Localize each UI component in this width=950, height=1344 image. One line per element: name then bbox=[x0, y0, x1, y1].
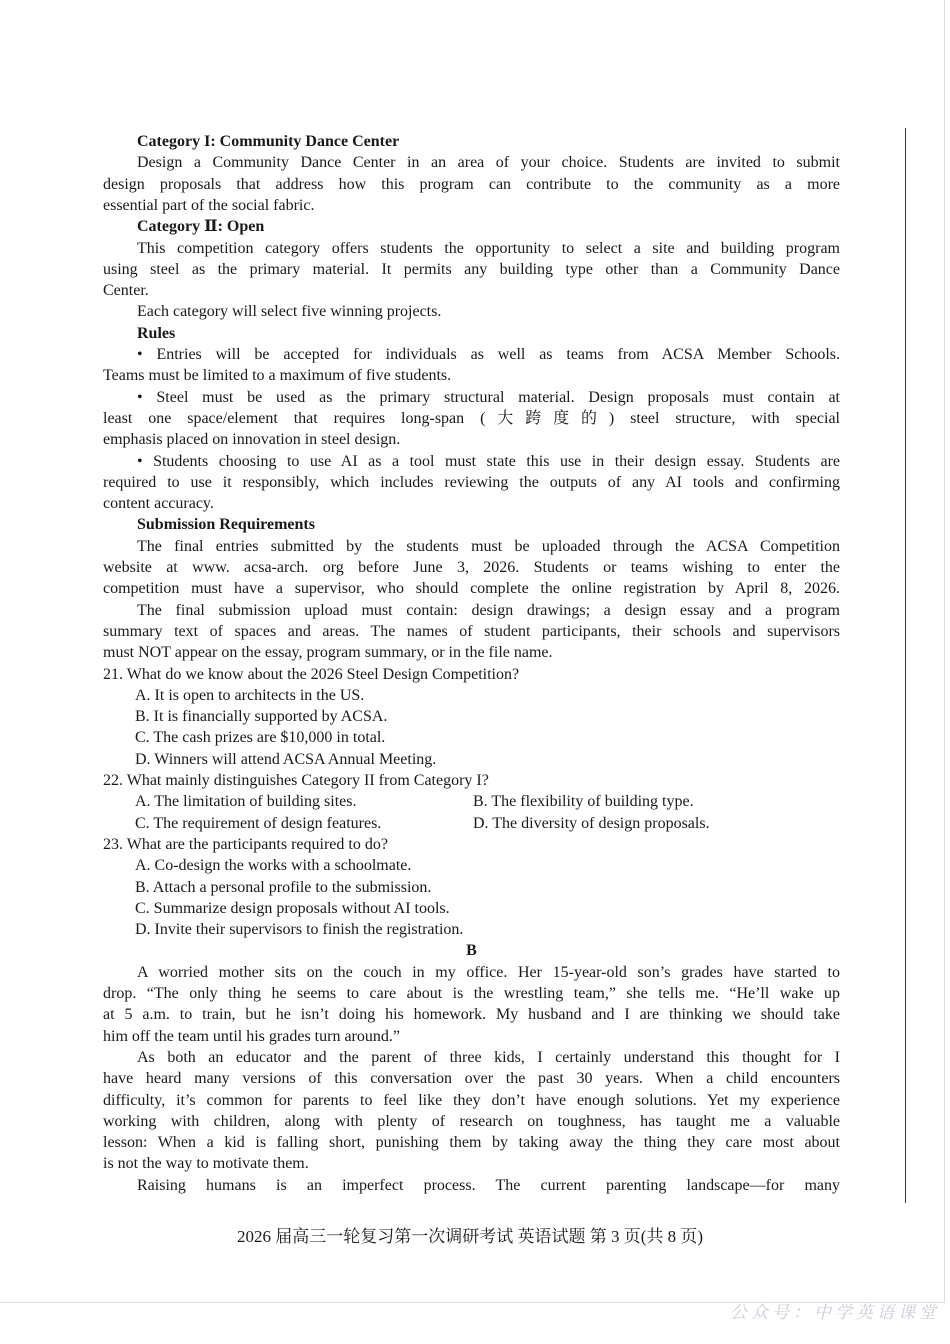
line-text: C. The requirement of design features. bbox=[135, 814, 382, 832]
line-text: C. The cash prizes are $10,000 in total. bbox=[135, 729, 386, 747]
passage-label bbox=[103, 941, 840, 961]
answer-option: B. The flexibility of building type. bbox=[473, 793, 694, 811]
line-text: D. Winners will attend ACSA Annual Meeting. bbox=[135, 750, 437, 768]
answer-option bbox=[135, 728, 840, 748]
paragraph-line: design proposals that address how this program can contribute to the community as a more bbox=[103, 175, 840, 193]
watermark: 公众号：中学英语课堂 bbox=[730, 1303, 940, 1322]
line-text: him off the team until his grades turn around.” bbox=[103, 1027, 400, 1045]
line-text: B bbox=[466, 942, 477, 960]
paragraph-line: Design a Community Dance Center in an area of your choice. Students are invited to submit bbox=[137, 154, 840, 172]
paragraph-line bbox=[103, 643, 840, 663]
paragraph-line bbox=[103, 366, 840, 386]
line-text: A. Co-design the works with a schoolmate. bbox=[135, 857, 412, 875]
line-text: Each category will select five winning projects. bbox=[137, 303, 442, 321]
paragraph-line bbox=[103, 494, 840, 514]
answer-option bbox=[135, 686, 840, 706]
line-text: content accuracy. bbox=[103, 495, 214, 513]
line-text: Rules bbox=[137, 324, 176, 342]
line-text: 22. What mainly distinguishes Category II from Category I? bbox=[103, 772, 489, 789]
question bbox=[103, 771, 840, 791]
line-text: must NOT appear on the essay, program summary, or in the file name. bbox=[103, 644, 553, 662]
paragraph-line: using steel as the primary material. It permits any building type other than a Community Dance bbox=[103, 260, 840, 278]
answer-option bbox=[135, 878, 840, 898]
answer-option bbox=[135, 856, 840, 876]
answer-option bbox=[135, 814, 840, 834]
section-heading bbox=[137, 515, 840, 535]
line-text: Category I: Community Dance Center bbox=[137, 133, 400, 150]
paragraph-line: • Entries will be accepted for individuals as well as teams from ACSA Member Schools. bbox=[137, 346, 840, 363]
section-heading bbox=[137, 132, 840, 152]
line-text: 23. What are the participants required to do? bbox=[103, 835, 388, 853]
question bbox=[103, 665, 840, 685]
line-text: Category Ⅱ: Open bbox=[137, 218, 265, 236]
page-footer: 2026 届高三一轮复习第一次调研考试 英语试题 第 3 页(共 8 页) bbox=[236, 1227, 704, 1246]
paragraph-line: summary text of spaces and areas. The names of student participants, their schools and supervisors bbox=[103, 622, 840, 640]
answer-option bbox=[135, 792, 840, 812]
line-text: essential part of the social fabric. bbox=[103, 196, 315, 214]
answer-option bbox=[135, 707, 840, 727]
line-text: Teams must be limited to a maximum of five students. bbox=[103, 367, 452, 385]
paragraph-line: The final submission upload must contain: design drawings; a design essay and a program bbox=[137, 601, 840, 619]
line-text: Center. bbox=[103, 282, 149, 300]
section-heading bbox=[137, 324, 840, 344]
paragraph-line: website at www. acsa-arch. org before June 3, 2026. Students or teams wishing to enter the bbox=[103, 559, 840, 576]
paragraph-line bbox=[103, 1027, 840, 1047]
line-text: B. It is financially supported by ACSA. bbox=[135, 708, 388, 726]
line-text: C. Summarize design proposals without AI tools. bbox=[135, 899, 450, 917]
paragraph-line bbox=[103, 1154, 840, 1174]
paragraph-line: • Students choosing to use AI as a tool must state this use in their design essay. Students are bbox=[137, 452, 840, 470]
answer-option bbox=[135, 750, 840, 770]
paragraph-line: required to use it responsibly, which includes reviewing the outputs of any AI tools and confirming bbox=[103, 473, 840, 491]
paragraph-line bbox=[137, 302, 840, 322]
question bbox=[103, 835, 840, 855]
paragraph-line: difficulty, it’s common for parents to feel like they don’t have enough solutions. Yet my experience bbox=[103, 1091, 840, 1109]
line-text: 21. What do we know about the 2026 Steel Design Competition? bbox=[103, 665, 520, 683]
line-text: is not the way to motivate them. bbox=[103, 1155, 309, 1173]
section-heading bbox=[137, 217, 840, 237]
paragraph-line: As both an educator and the parent of three kids, I certainly understand this thought for I bbox=[137, 1048, 840, 1066]
line-text: B. Attach a personal profile to the submission. bbox=[135, 878, 432, 896]
answer-option bbox=[135, 920, 840, 940]
paragraph-line: A worried mother sits on the couch in my office. Her 15-year-old son’s grades have started to bbox=[137, 963, 840, 981]
paragraph-line: lesson: When a kid is falling short, punishing them by taking away the thing they care most about bbox=[103, 1134, 840, 1152]
line-text: D. Invite their supervisors to finish the registration. bbox=[135, 921, 464, 939]
paragraph-line: drop. “The only thing he seems to care about is the wrestling team,” she tells me. “He’ll wake up bbox=[103, 985, 840, 1002]
paragraph-line: This competition category offers students the opportunity to select a site and building program bbox=[137, 239, 840, 257]
line-text: A. It is open to architects in the US. bbox=[135, 686, 365, 704]
paragraph-line: competition must have a supervisor, who should complete the online registration by April 8, 2026. bbox=[103, 580, 840, 598]
margin-rule bbox=[905, 128, 906, 1203]
answer-option: D. The diversity of design proposals. bbox=[473, 814, 710, 832]
paragraph-line: The final entries submitted by the students must be uploaded through the ACSA Competition bbox=[137, 537, 840, 555]
paragraph-line: at 5 a.m. to train, but he isn’t doing his homework. My husband and I are thinking we should take bbox=[103, 1006, 840, 1024]
paragraph-line: have heard many versions of this conversation over the past 30 years. When a child encounters bbox=[103, 1070, 840, 1088]
answer-option bbox=[135, 899, 840, 919]
line-text: emphasis placed on innovation in steel design. bbox=[103, 431, 401, 449]
paragraph-line: least one space/element that requires long-span (大跨度的) steel structure, with special bbox=[103, 409, 840, 427]
paragraph-line: Raising humans is an imperfect process. The current parenting landscape—for many bbox=[137, 1176, 840, 1194]
paragraph-line bbox=[103, 430, 840, 450]
paragraph-line bbox=[103, 196, 840, 216]
paragraph-line: • Steel must be used as the primary structural material. Design proposals must contain at bbox=[137, 388, 840, 406]
paragraph-line bbox=[103, 281, 840, 301]
line-text: Submission Requirements bbox=[137, 516, 315, 534]
paragraph-line: working with children, along with plenty of research on toughness, has taught me a valuable bbox=[103, 1112, 840, 1130]
line-text: A. The limitation of building sites. bbox=[135, 793, 357, 811]
